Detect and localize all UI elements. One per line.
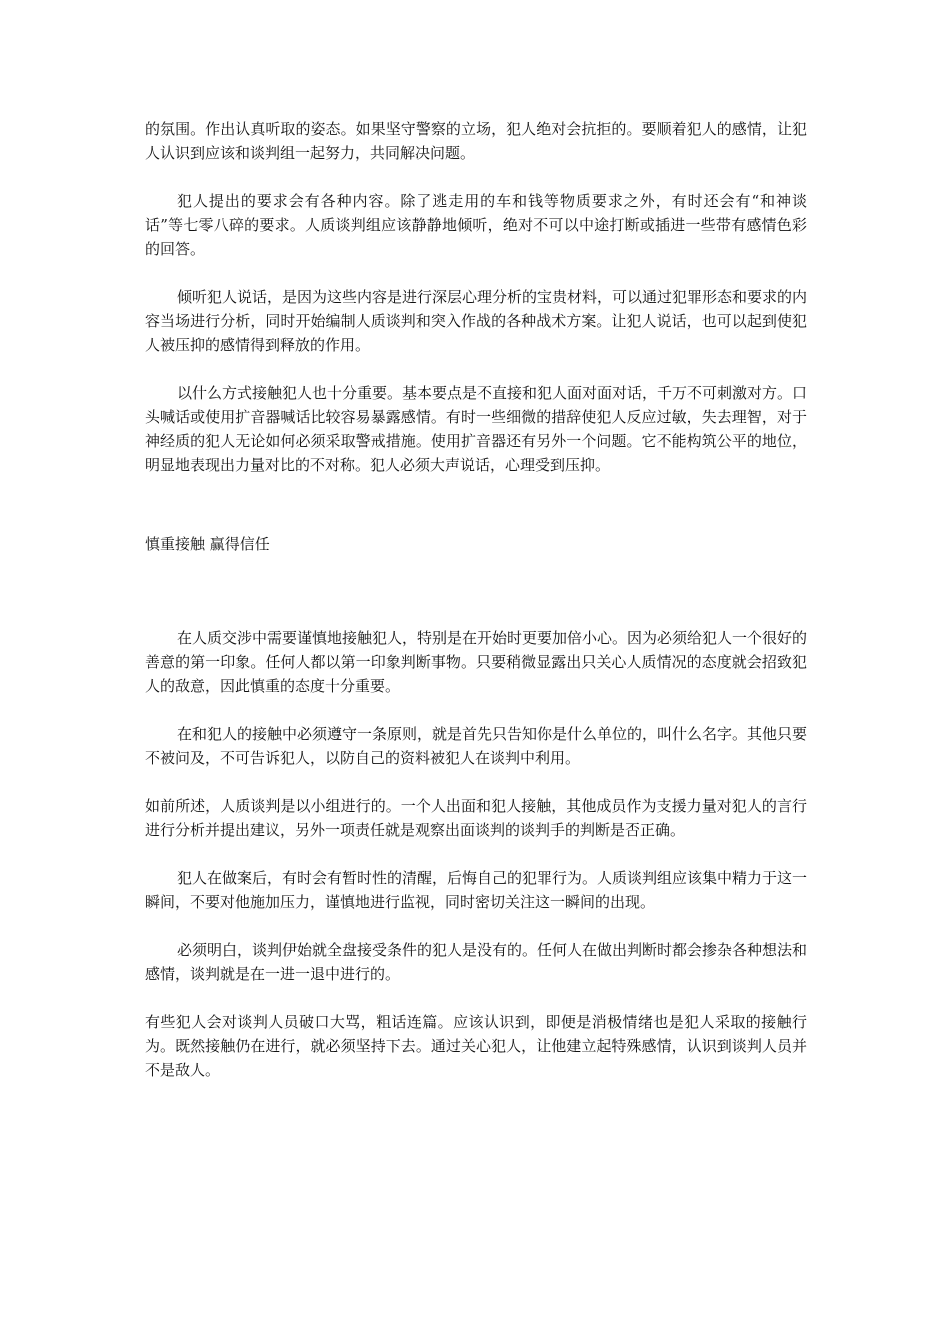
paragraph-7: 如前所述，人质谈判是以小组进行的。一个人出面和犯人接触，其他成员作为支援力量对犯人的言行进行分析并提出建议，另外一项责任就是观察出面谈判的谈判手的判断是否正确。	[145, 797, 807, 839]
paragraph-9: 必须明白，谈判伊始就全盘接受条件的犯人是没有的。任何人在做出判断时都会掺杂各种想法和感情，谈判就是在一进一退中进行的。	[145, 941, 808, 983]
paragraph-6: 在和犯人的接触中必须遵守一条原则，就是首先只告知你是什么单位的，叫什么名字。其他只要不被问及，不可告诉犯人，以防自己的资料被犯人在谈判中利用。	[145, 725, 808, 767]
heading-spacer	[145, 556, 807, 626]
paragraph-3: 倾听犯人说话，是因为这些内容是进行深层心理分析的宝贵材料，可以通过犯罪形态和要求的内容当场进行分析，同时开始编制人质谈判和突入作战的各种战术方案。让犯人说话，也可以起到使犯人被压抑的感情得到释放的作用。	[145, 288, 808, 354]
paragraph-4: 以什么方式接触犯人也十分重要。基本要点是不直接和犯人面对面对话，千万不可刺激对方。口头喊话或使用扩音器喊话比较容易暴露感情。有时一些细微的措辞使犯人反应过敏，失去理智，对于神经质的犯人无论如何必须采取警戒措施。使用扩音器还有另外一个问题。它不能构筑公平的地位，明显地表现出力量对比的不对称。犯人必须大声说话，心理受到压抑。	[145, 384, 808, 474]
document-body	[145, 117, 807, 1106]
paragraph-1: 的氛围。作出认真听取的姿态。如果坚守警察的立场，犯人绝对会抗拒的。要顺着犯人的感情，让犯人认识到应该和谈判组一起努力，共同解决问题。	[145, 120, 807, 162]
paragraph-2: 犯人提出的要求会有各种内容。除了逃走用的车和钱等物质要求之外，有时还会有“和神谈话”等七零八碎的要求。人质谈判组应该静静地倾听，绝对不可以中途打断或插进一些带有感情色彩的回答。	[145, 192, 807, 258]
paragraph-8: 犯人在做案后，有时会有暂时性的清醒，后悔自己的犯罪行为。人质谈判组应该集中精力于这一瞬间，不要对他施加压力，谨慎地进行监视，同时密切关注这一瞬间的出现。	[145, 869, 808, 911]
paragraph-5: 在人质交涉中需要谨慎地接触犯人，特别是在开始时更要加倍小心。因为必须给犯人一个很好的善意的第一印象。任何人都以第一印象判断事物。只要稍微显露出只关心人质情况的态度就会招致犯人的敌意，因此慎重的态度十分重要。	[145, 629, 808, 695]
section-heading: 慎重接触 赢得信任	[145, 535, 270, 553]
paragraph-10: 有些犯人会对谈判人员破口大骂，粗话连篇。应该认识到，即便是消极情绪也是犯人采取的接触行为。既然接触仍在进行，就必须坚持下去。通过关心犯人，让他建立起特殊感情，认识到谈判人员并不是敌人。	[145, 1013, 807, 1079]
